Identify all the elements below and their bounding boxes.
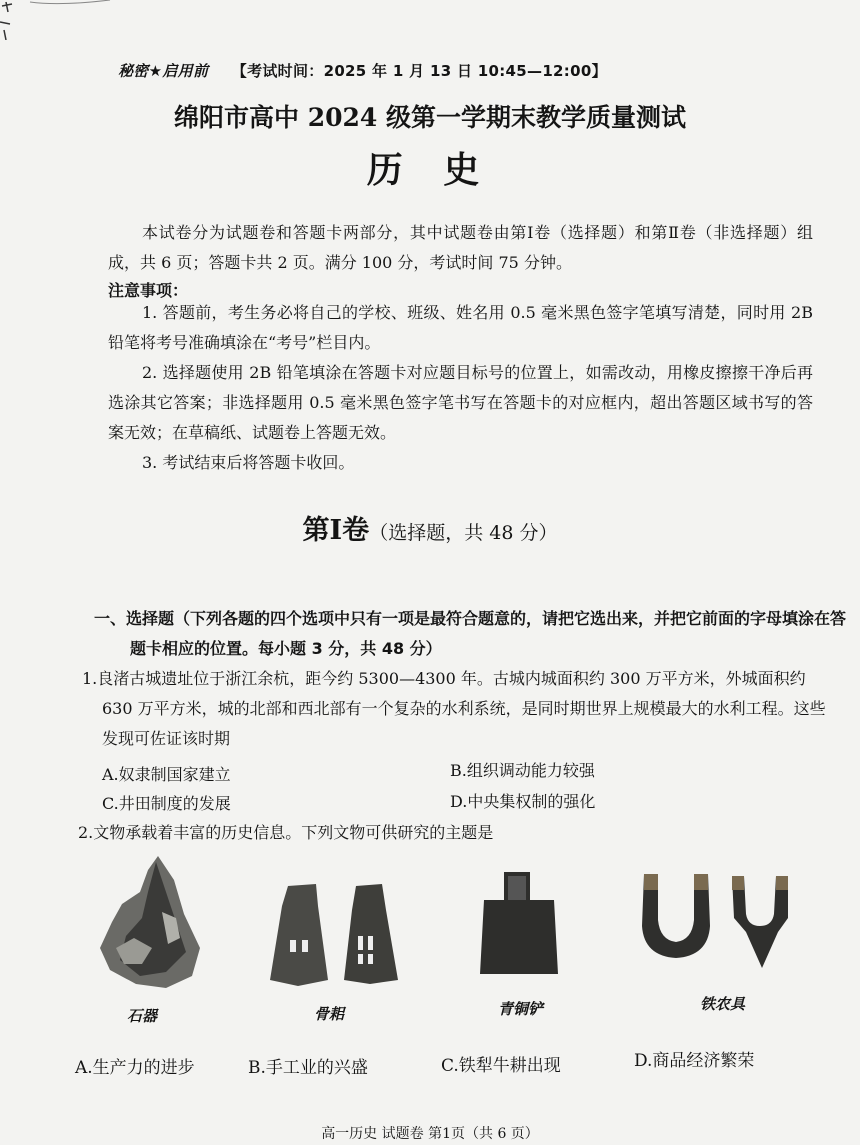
corner-scribble-mark (0, 0, 120, 40)
subject-title: 历 史 (366, 149, 494, 191)
bronze-shovel-image (474, 870, 564, 980)
part-one-subtitle: （选择题，共 48 分） (369, 522, 558, 544)
question-1-option-b: B.组织调动能力较强 (450, 761, 595, 780)
section-one-heading: 一、选择题（下列各题的四个选项中只有一项是最符合题意的，请把它选出来，并把它前面的字母填涂在答题卡相应的位置。每小题 3 分，共 48 分） (94, 609, 847, 658)
notice-heading: 注意事项： (108, 281, 189, 300)
question-1-option-d: D.中央集权制的强化 (450, 792, 596, 811)
question-2-option-c: C.铁犁牛耕出现 (441, 1056, 561, 1076)
caption-stone-tool: 石器 (127, 1007, 158, 1025)
notice-item: 3. 考试结束后将答题卡收回。 (142, 453, 355, 472)
question-2-option-a: A.生产力的进步 (75, 1058, 195, 1078)
question-1-stem: 1.良渚古城遗址位于浙江余杭，距今约 5300—4300 年。古城内城面积约 300 万平方米，外城面积约 630 万平方米，城的北部和西北部有一个复杂的水利系统，是同时期世界上规模最大的水利工程。这些发现可佐证该时期 (82, 669, 826, 748)
notice-item: 2. 选择题使用 2B 铅笔填涂在答题卡对应题目标号的位置上，如需改动，用橡皮擦擦干净后再选涂其它答案；非选择题用 0.5 毫米黑色签字笔书写在答题卡的对应框内，超出答题区域书写的答案无效；在草稿纸、试题卷上答题无效。 (108, 363, 813, 442)
notice-item: 1. 答题前，考生务必将自己的学校、班级、姓名用 0.5 毫米黑色签字笔填写清楚，同时用 2B 铅笔将考号准确填涂在“考号”栏目内。 (108, 303, 813, 352)
question-1-option-a: A.奴隶制国家建立 (102, 765, 231, 784)
caption-bone-spade: 骨耜 (314, 1005, 345, 1023)
part-one-label: 第Ⅰ卷 (302, 515, 370, 546)
exam-time: 【考试时间：2025 年 1 月 13 日 10:45—12:00】 (231, 62, 607, 80)
intro-paragraph: 本试卷分为试题卷和答题卡两部分，其中试题卷由第Ⅰ卷（选择题）和第Ⅱ卷（非选择题）组成，共 6 页；答题卡共 2 页。满分 100 分，考试时间 75 分钟。 (108, 223, 813, 272)
bone-spade-image (264, 880, 404, 990)
question-2-stem: 2.文物承载着丰富的历史信息。下列文物可供研究的主题是 (78, 823, 494, 842)
stone-tool-image (96, 852, 206, 992)
question-1-option-c: C.井田制度的发展 (102, 794, 231, 813)
exam-header-line (118, 60, 607, 81)
secret-label: 秘密★启用前 (118, 62, 209, 80)
question-2-option-d: D.商品经济繁荣 (634, 1051, 755, 1071)
caption-iron-farm-tools: 铁农具 (700, 995, 746, 1013)
iron-farm-tools-image (636, 870, 804, 974)
page-footer: 高一历史 试题卷 第1页（共 6 页） (321, 1126, 539, 1142)
question-2-option-b: B.手工业的兴盛 (248, 1058, 368, 1078)
caption-bronze-shovel: 青铜铲 (498, 1000, 544, 1018)
part-one-title (0, 508, 860, 547)
exam-title: 绵阳市高中 2024 级第一学期末教学质量测试 (174, 103, 686, 132)
